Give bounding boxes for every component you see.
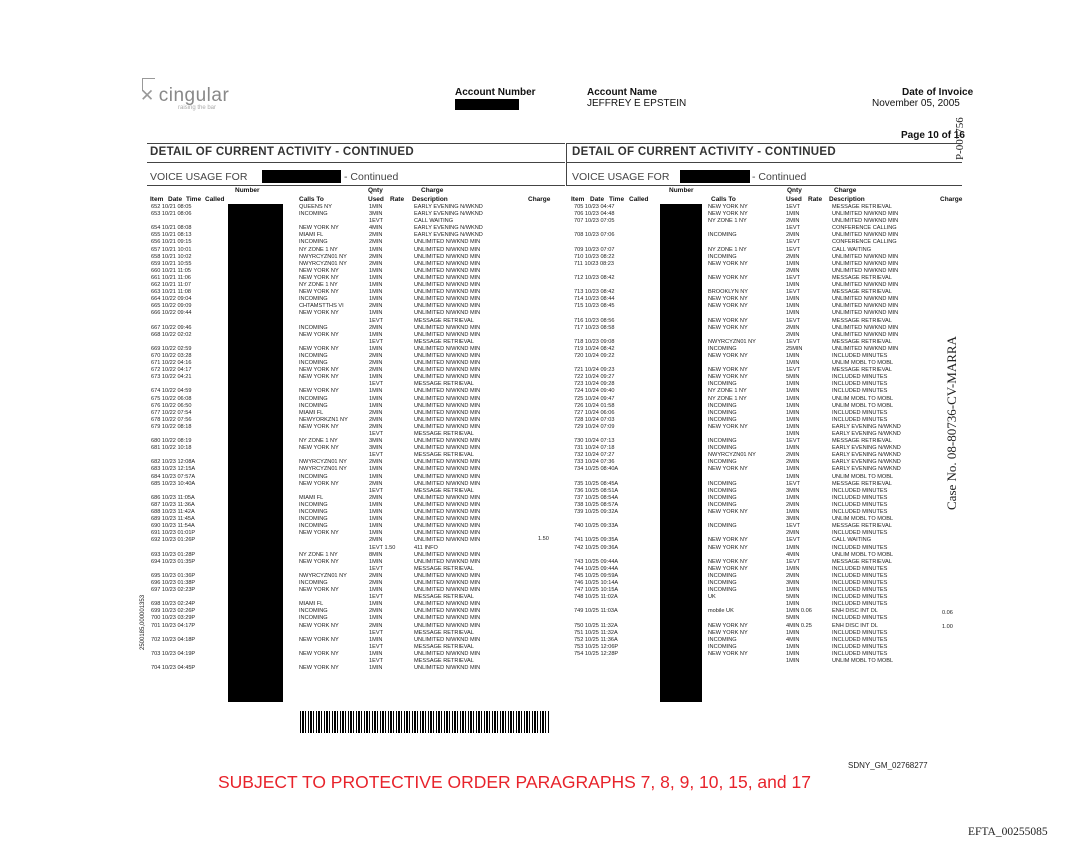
left-col-charge: Charge bbox=[528, 196, 551, 203]
right-col-called: Called bbox=[629, 196, 649, 203]
left-col-time: Time bbox=[186, 196, 202, 203]
left-col-date: Date bbox=[168, 196, 183, 203]
left-vertical-stamp: 2500185,000001353 bbox=[140, 594, 146, 650]
right-calls-to-column: NEW YORK NY NEW YORK NY NY ZONE 1 NY INCOMING NY ZONE 1 NY INCOMING NEW YORK NY NEW YORK NY BROOKLYN NY NEW YORK NY NEW YORK NY NEW YORK NY NEW YORK NY NWYRCYZN01 NY INCOMING NEW YORK NY NEW YORK NY NEW YORK NY INCOMING NY ZONE 1 NY NY ZONE 1 NY INCOMING INCOMING INCOMING NEW YORK NY INCOMING INCOMING NWYRCYZN01 NY INCOMING NEW YORK NY INCOMING INCOMING INCOMING INCOMING NEW YORK NY INCOMING NEW YORK NY NEW YORK NY NEW YORK NY NEW YORK NY INCOMING INCOMING INCOMING UK mobile UK NEW YORK NY NEW YORK NY INCOMING INCOMING NEW YORK NY bbox=[708, 204, 756, 657]
bates-top: P-007756 bbox=[954, 117, 966, 160]
account-name-value: JEFFREY E EPSTEIN bbox=[587, 98, 687, 109]
right-qnty-column: 1EVT 1MIN 2MIN 1EVT 2MIN 1EVT 1EVT 2MIN 1MIN 2MIN 1EVT 1MIN 1EVT 1MIN 1MIN 1MIN 1EVT 2MIN 2MIN 1EVT 25MIN 1MIN 1MIN 1EVT 5MIN 1MIN 1MIN 1MIN 1MIN 1MIN 1MIN 1MIN 1MIN 1EVT 1MIN 2MIN 2MIN 1MIN 1MIN 1EVT 3MIN 1MIN 2MIN 1MIN 3MIN 1EVT 2MIN 1EVT 1MIN 4MIN 1EVT 1MIN 2MIN 3MIN 1MIN 5MIN 1MIN 1MIN 0.06 5MIN 4MIN 0.25 1MIN 4MIN 1MIN 1MIN 1MIN bbox=[786, 204, 812, 664]
left-col-charge-top: Charge bbox=[421, 187, 444, 194]
right-col-number: Number bbox=[669, 187, 694, 194]
left-calls-to-column: QUEENS NY INCOMING NEW YORK NY MIAMI FL INCOMING NY ZONE 1 NY NWYRCYZN01 NY NWYRCYZN01 NY NEW YORK NY NEW YORK NY NY ZONE 1 NY NEW YORK NY INCOMING CHTAMSTTHS VI NEW YORK NY INCOMING NEW YORK NY NEW YORK NY INCOMING INCOMING NEW YORK NY NEW YORK NY NEW YORK NY INCOMING INCOMING MIAMI FL NEWYORKZN1 NY NEW YORK NY NY ZONE 1 NY NEW YORK NY NWYRCYZN01 NY NWYRCYZN01 NY INCOMING NEW YORK NY MIAMI FL INCOMING INCOMING INCOMING INCOMING NEW YORK NY NY ZONE 1 NY NEW YORK NY NWYRCYZN01 NY INCOMING NEW YORK NY MIAMI FL INCOMING INCOMING NEW YORK NY NEW YORK NY NEW YORK NY NEW YORK NY bbox=[299, 204, 348, 672]
left-sub-rule bbox=[147, 185, 565, 186]
left-items-column: 652 10/21 08:05 653 10/21 08:06 654 10/21 08:08 655 10/21 08:13 656 10/21 09:15 657 10/21 10:01 658 10/21 10:02 659 10/21 10:55 660 10/21 11:05 661 10/21 11:06 662 10/21 11:07 663 10/21 11:08 664 10/22 09:04 665 10/22 09:09 666 10/22 09:44 667 10/22 09:46 668 10/22 02:02 669 10/22 02:59 670 10/22 03:28 671 10/22 04:16 672 10/22 04:17 673 10/22 04:21 674 10/22 04:59 675 10/22 06:08 676 10/22 06:50 677 10/22 07:54 678 10/22 07:56 679 10/22 08:18 680 10/22 08:19 681 10/22 10:18 682 10/23 12:08A 683 10/23 12:15A 684 10/23 07:57A 685 10/23 10:40A 686 10/23 11:05A 687 10/23 11:36A 688 10/23 11:42A 689 10/23 11:45A 690 10/23 11:54A 691 10/23 01:01P 692 10/23 01:26P 693 10/23 01:28P 694 10/23 01:35P 695 10/23 01:36P 696 10/23 01:38P 697 10/23 02:23P 698 10/23 02:24P 699 10/23 02:26P 700 10/23 03:29P 701 10/23 04:17P 702 10/23 04:18P 703 10/23 04:19P 704 10/23 04:45P bbox=[151, 204, 196, 672]
right-col-time: Time bbox=[609, 196, 625, 203]
left-description-column: EARLY EVENING N/WKND EARLY EVENING N/WKND CALL WAITING EARLY EVENING N/WKND EARLY EVENING N/WKND UNLIMITED N/WKND MIN UNLIMITED N/WKND MIN UNLIMITED N/WKND MIN UNLIMITED N/WKND MIN UNLIMITED N/WKND MIN UNLIMITED N/WKND MIN UNLIMITED N/WKND MIN UNLIMITED N/WKND MIN UNLIMITED N/WKND MIN UNLIMITED N/WKND MIN UNLIMITED N/WKND MIN MESSAGE RETRIEVAL UNLIMITED N/WKND MIN UNLIMITED N/WKND MIN MESSAGE RETRIEVAL UNLIMITED N/WKND MIN UNLIMITED N/WKND MIN UNLIMITED N/WKND MIN UNLIMITED N/WKND MIN UNLIMITED N/WKND MIN MESSAGE RETRIEVAL UNLIMITED N/WKND MIN UNLIMITED N/WKND MIN UNLIMITED N/WKND MIN UNLIMITED N/WKND MIN UNLIMITED N/WKND MIN UNLIMITED N/WKND MIN MESSAGE RETRIEVAL UNLIMITED N/WKND MIN UNLIMITED N/WKND MIN MESSAGE RETRIEVAL UNLIMITED N/WKND MIN UNLIMITED N/WKND MIN UNLIMITED N/WKND MIN UNLIMITED N/WKND MIN MESSAGE RETRIEVAL UNLIMITED N/WKND MIN UNLIMITED N/WKND MIN UNLIMITED N/WKND MIN UNLIMITED N/WKND MIN UNLIMITED N/WKND MIN UNLIMITED N/WKND MIN UNLIMITED N/WKND MIN 411 INFO UNLIMITED N/WKND MIN UNLIMITED N/WKND MIN MESSAGE RETRIEVAL UNLIMITED N/WKND MIN UNLIMITED N/WKND MIN UNLIMITED N/WKND MIN MESSAGE RETRIEVAL UNLIMITED N/WKND MIN UNLIMITED N/WKND MIN UNLIMITED N/WKND MIN UNLIMITED N/WKND MIN MESSAGE RETRIEVAL UNLIMITED N/WKND MIN MESSAGE RETRIEVAL UNLIMITED N/WKND MIN MESSAGE RETRIEVAL UNLIMITED N/WKND MIN bbox=[414, 204, 483, 672]
page-number: Page 10 of 16 bbox=[901, 130, 965, 141]
logo-text: cingular bbox=[158, 85, 230, 106]
right-col-calls-to: Calls To bbox=[711, 196, 736, 203]
left-col-description: Description bbox=[412, 196, 448, 203]
left-subtitle-redaction bbox=[262, 170, 341, 183]
left-subtitle-prefix: VOICE USAGE FOR bbox=[150, 171, 248, 183]
left-subtitle-suffix: - Continued bbox=[344, 171, 399, 183]
left-col-qnty: Qnty bbox=[368, 187, 383, 194]
cingular-logo bbox=[140, 85, 229, 107]
left-col-calls-to: Calls To bbox=[299, 196, 324, 203]
left-col-used: Used bbox=[368, 196, 384, 203]
right-charge-1: 0.06 bbox=[942, 610, 953, 616]
right-subtitle-prefix: VOICE USAGE FOR bbox=[572, 171, 670, 183]
panel-divider bbox=[566, 143, 567, 185]
left-col-item: Item bbox=[150, 196, 164, 203]
right-charge-2: 1.00 bbox=[942, 624, 953, 630]
sdny-stamp: SDNY_GM_02768277 bbox=[848, 761, 928, 770]
right-col-date: Date bbox=[590, 196, 605, 203]
right-top-rule bbox=[566, 143, 962, 144]
right-col-charge: Charge bbox=[940, 196, 963, 203]
right-items-column: 705 10/23 04:47 706 10/23 04:48 707 10/23 07:05 708 10/23 07:06 709 10/23 07:07 710 10/23 08:22 711 10/23 08:23 712 10/23 08:42 713 10/23 08:42 714 10/23 08:44 715 10/23 08:45 716 10/23 08:56 717 10/23 08:58 718 10/23 09:08 719 10/24 08:42 720 10/24 09:22 721 10/24 09:23 722 10/24 09:27 723 10/24 09:28 724 10/24 09:40 725 10/24 09:47 726 10/24 01:58 727 10/24 06:06 728 10/24 07:03 729 10/24 07:09 730 10/24 07:13 731 10/24 07:18 732 10/24 07:27 733 10/24 07:36 734 10/25 08:40A 735 10/25 08:45A 736 10/25 08:51A 737 10/25 08:54A 738 10/25 08:57A 739 10/25 09:32A 740 10/25 09:33A 741 10/25 09:35A 742 10/25 09:36A 743 10/25 09:44A 744 10/25 09:44A 745 10/25 09:59A 746 10/25 10:14A 747 10/25 10:15A 748 10/25 11:02A 749 10/25 11:03A 750 10/25 11:32A 751 10/25 11:32A 752 10/25 11:36A 753 10/25 12:06P 754 10/25 12:28P bbox=[574, 204, 619, 657]
right-col-description: Description bbox=[829, 196, 865, 203]
right-section-title: DETAIL OF CURRENT ACTIVITY - CONTINUED bbox=[572, 146, 836, 158]
right-col-item: Item bbox=[571, 196, 585, 203]
left-called-redaction bbox=[228, 204, 283, 702]
right-description-column: MESSAGE RETRIEVAL UNLIMITED N/WKND MIN UNLIMITED N/WKND MIN CONFERENCE CALLING UNLIMITED N/WKND MIN CONFERENCE CALLING CALL WAITING UNLIMITED N/WKND MIN UNLIMITED N/WKND MIN UNLIMITED N/WKND MIN MESSAGE RETRIEVAL UNLIMITED N/WKND MIN MESSAGE RETRIEVAL UNLIMITED N/WKND MIN UNLIMITED N/WKND MIN UNLIMITED N/WKND MIN MESSAGE RETRIEVAL UNLIMITED N/WKND MIN UNLIMITED N/WKND MIN MESSAGE RETRIEVAL UNLIMITED N/WKND MIN INCLUDED MINUTES UNLIM MOBL TO MOBL MESSAGE RETRIEVAL INCLUDED MINUTES INCLUDED MINUTES INCLUDED MINUTES UNLIM MOBL TO MOBL UNLIM MOBL TO MOBL INCLUDED MINUTES INCLUDED MINUTES EARLY EVENING N/WKND EARLY EVENING N/WKND MESSAGE RETRIEVAL EARLY EVENING N/WKND EARLY EVENING N/WKND EARLY EVENING N/WKND EARLY EVENING N/WKND UNLIM MOBL TO MOBL MESSAGE RETRIEVAL INCLUDED MINUTES INCLUDED MINUTES INCLUDED MINUTES INCLUDED MINUTES UNLIM MOBL TO MOBL MESSAGE RETRIEVAL INCLUDED MINUTES CALL WAITING INCLUDED MINUTES UNLIM MOBL TO MOBL MESSAGE RETRIEVAL INCLUDED MINUTES INCLUDED MINUTES INCLUDED MINUTES INCLUDED MINUTES INCLUDED MINUTES INCLUDED MINUTES ENH DISC INT DL INCLUDED MINUTES ENH DISC INT DL INCLUDED MINUTES INCLUDED MINUTES INCLUDED MINUTES INCLUDED MINUTES UNLIM MOBL TO MOBL bbox=[832, 204, 901, 664]
right-col-used: Used bbox=[786, 196, 802, 203]
invoice-date-label: Date of Invoice bbox=[902, 87, 974, 98]
logo-tagline: raising the bar bbox=[178, 105, 217, 111]
left-charge-value: 1.50 bbox=[538, 536, 549, 542]
invoice-date-value: November 05, 2005 bbox=[872, 98, 960, 109]
protective-order-stamp: SUBJECT TO PROTECTIVE ORDER PARAGRAPHS 7, 8, 9, 10, 15, and 17 bbox=[218, 772, 811, 792]
right-mid-rule bbox=[566, 162, 962, 163]
account-number-redaction bbox=[455, 99, 519, 110]
left-col-called: Called bbox=[205, 196, 225, 203]
left-mid-rule bbox=[147, 162, 565, 163]
left-qnty-column: 1MIN 3MIN 1EVT 4MIN 2MIN 2MIN 1MIN 2MIN 2MIN 1MIN 1MIN 1MIN 1MIN 1MIN 2MIN 1MIN 1EVT 2MIN 1MIN 1EVT 1MIN 2MIN 2MIN 2MIN 1MIN 1EVT 1MIN 1MIN 1MIN 2MIN 2MIN 2MIN 1EVT 3MIN 3MIN 1EVT 2MIN 1MIN 1MIN 2MIN 1EVT 2MIN 1MIN 1MIN 1MIN 1MIN 1MIN 2MIN 1EVT 1.50 8MIN 1MIN 1EVT 2MIN 2MIN 1MIN 1EVT 1MIN 2MIN 1MIN 2MIN 1EVT 1MIN 1EVT 1MIN 1EVT 1MIN bbox=[369, 204, 396, 672]
right-subtitle-suffix: - Continued bbox=[752, 171, 807, 183]
right-col-charge-top: Charge bbox=[834, 187, 857, 194]
right-sub-rule bbox=[566, 185, 962, 186]
account-name-label: Account Name bbox=[587, 87, 658, 98]
right-col-qnty: Qnty bbox=[787, 187, 802, 194]
left-top-rule bbox=[147, 143, 565, 144]
right-subtitle-redaction bbox=[680, 170, 750, 183]
right-col-rate: Rate bbox=[808, 196, 823, 203]
left-section-title: DETAIL OF CURRENT ACTIVITY - CONTINUED bbox=[150, 146, 414, 158]
barcode bbox=[300, 711, 550, 733]
left-col-rate: Rate bbox=[390, 196, 405, 203]
case-number-vertical: Case No. 08-80736-CV-MARRA bbox=[944, 336, 959, 510]
cingular-x-icon: ✕ bbox=[140, 86, 155, 105]
efta-stamp: EFTA_00255085 bbox=[968, 826, 1048, 838]
left-col-number: Number bbox=[235, 187, 260, 194]
right-called-redaction bbox=[660, 204, 702, 702]
account-number-label: Account Number bbox=[455, 87, 536, 98]
